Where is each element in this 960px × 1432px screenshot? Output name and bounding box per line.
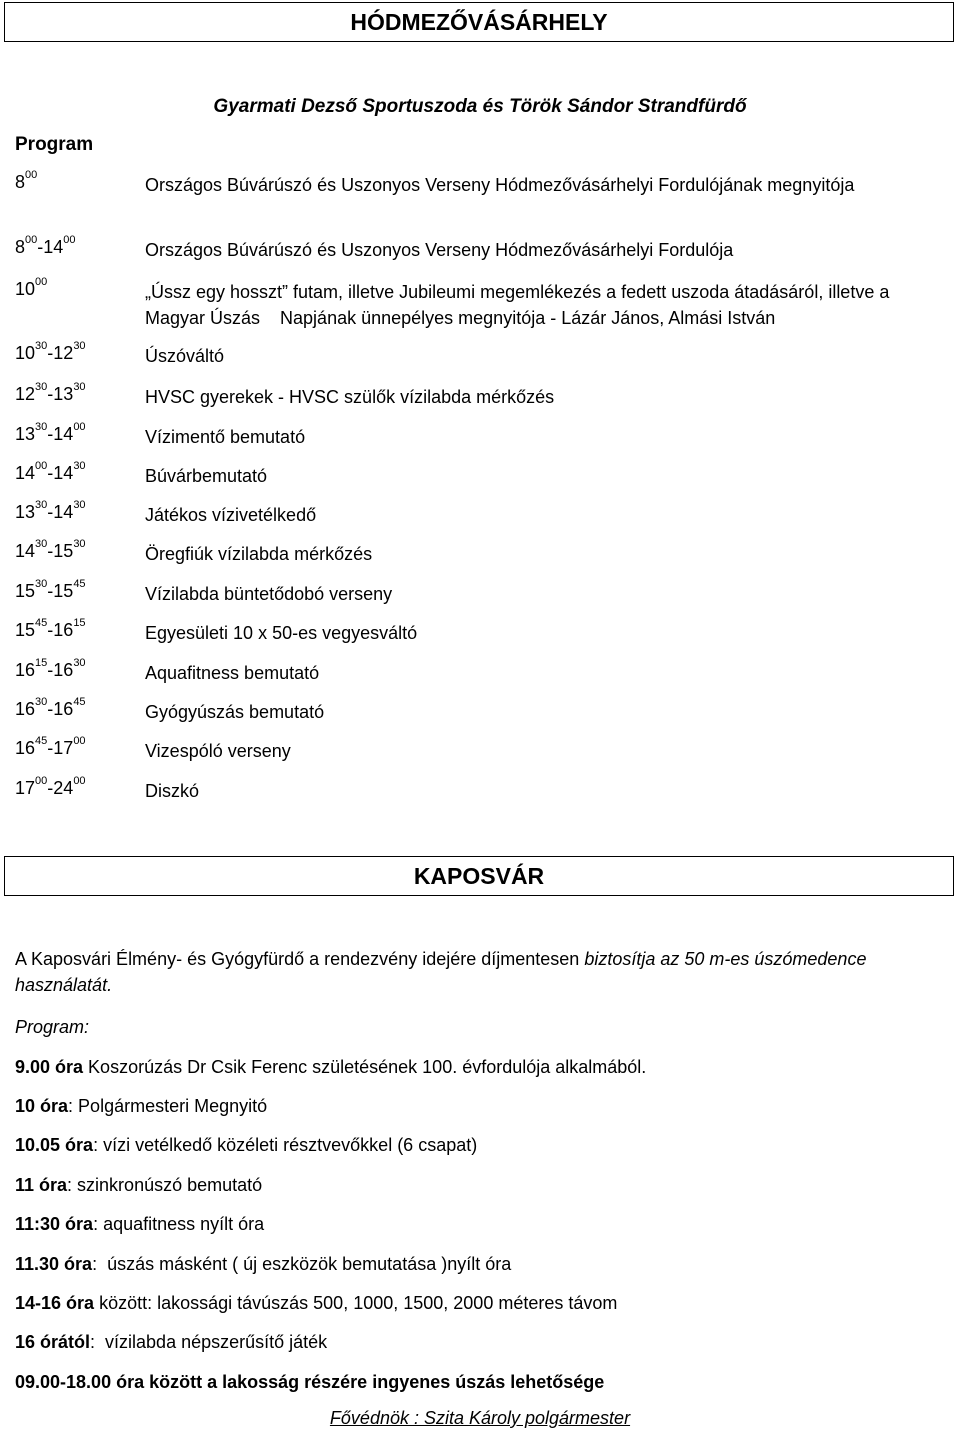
schedule-time: $14^{30}-15^{30}$ bbox=[15, 538, 86, 561]
schedule-time: $8^{00}-14^{00}$ bbox=[15, 234, 76, 257]
schedule-time: $16^{15}-16^{30}$ bbox=[15, 657, 86, 680]
schedule-row bbox=[0, 276, 960, 328]
intro-text: A Kaposvári Élmény- és Gyógyfürdő a rendezvény idejére díjmentesen bbox=[15, 949, 585, 969]
program-item bbox=[15, 1369, 945, 1395]
schedule-event: Öregfiúk vízilabda mérkőzés bbox=[145, 544, 373, 564]
schedule-time: $14^{00}-14^{30}$ bbox=[15, 460, 86, 483]
program-item-time: 10.05 óra bbox=[15, 1135, 94, 1155]
schedule-event: Búvárbemutató bbox=[145, 466, 268, 486]
schedule-event: Játékos vízivetélkedő bbox=[145, 505, 317, 525]
program-item-time: 10 óra bbox=[15, 1096, 69, 1116]
schedule-row bbox=[0, 234, 960, 263]
program-item-time: 11.30 óra bbox=[15, 1254, 93, 1274]
schedule-time: $15^{30}-15^{45}$ bbox=[15, 578, 86, 601]
schedule-row bbox=[0, 617, 960, 646]
program-item-text: : úszás másként ( új eszközök bemutatása )nyílt óra bbox=[92, 1254, 512, 1274]
kaposvar-intro bbox=[15, 946, 945, 998]
program-item-time: 14-16 óra bbox=[15, 1293, 95, 1313]
program-item-text: : aquafitness nyílt óra bbox=[93, 1214, 265, 1234]
program-item-time: 11 óra bbox=[15, 1175, 68, 1195]
schedule-event: HVSC gyerekek - HVSC szülők vízilabda mérkőzés bbox=[145, 387, 555, 407]
program-item bbox=[15, 1329, 945, 1355]
schedule-row bbox=[0, 381, 960, 410]
schedule-event: Aquafitness bemutató bbox=[145, 663, 320, 683]
kaposvar-program-label: Program: bbox=[15, 1017, 90, 1037]
schedule-row bbox=[0, 578, 960, 607]
program-item-time: 16 órától bbox=[15, 1332, 91, 1352]
schedule-event: Vízimentő bemutató bbox=[145, 427, 306, 447]
schedule-event: Diszkó bbox=[145, 781, 200, 801]
section-title-hodmezovasarhely: HÓDMEZŐVÁSÁRHELY bbox=[4, 2, 954, 42]
schedule-time: $16^{30}-16^{45}$ bbox=[15, 696, 86, 719]
schedule-event: Úszóváltó bbox=[145, 346, 225, 366]
schedule-time: $10^{00}$ bbox=[15, 276, 48, 299]
program-item-text: : vízi vetélkedő közéleti résztvevőkkel (6 csapat) bbox=[93, 1135, 478, 1155]
schedule-time: $13^{30}-14^{00}$ bbox=[15, 421, 86, 444]
schedule-event: Vízilabda büntetődobó verseny bbox=[145, 584, 393, 604]
schedule-row bbox=[0, 775, 960, 804]
program-item-time: 9.00 óra bbox=[15, 1057, 84, 1077]
schedule-row bbox=[0, 735, 960, 764]
program-label: Program bbox=[15, 134, 94, 155]
venue-name: Gyarmati Dezső Sportuszoda és Török Sándor Strandfürdő bbox=[213, 96, 747, 117]
program-item bbox=[15, 1172, 945, 1198]
schedule-time: $17^{00}-24^{00}$ bbox=[15, 775, 86, 798]
schedule-row bbox=[0, 169, 960, 198]
schedule-time: $16^{45}-17^{00}$ bbox=[15, 735, 86, 758]
program-item-text: : Polgármesteri Megnyitó bbox=[68, 1096, 268, 1116]
schedule-time: $13^{30}-14^{30}$ bbox=[15, 499, 86, 522]
program-item-text: : szinkronúszó bemutató bbox=[67, 1175, 263, 1195]
schedule-event: Egyesületi 10 x 50-es vegyesváltó bbox=[145, 623, 418, 643]
schedule-row bbox=[0, 499, 960, 528]
schedule-row bbox=[0, 696, 960, 725]
program-item-time: 09.00-18.00 óra között a lakosság részére ingyenes úszás lehetősége bbox=[15, 1372, 605, 1392]
program-item-text: között: lakossági távúszás 500, 1000, 1500, 2000 méteres távom bbox=[94, 1293, 618, 1313]
patron-line: Fővédnök : Szita Károly polgármester bbox=[329, 1408, 631, 1428]
schedule-row bbox=[0, 538, 960, 567]
schedule-time: $10^{30}-12^{30}$ bbox=[15, 340, 86, 363]
schedule-time: $15^{45}-16^{15}$ bbox=[15, 617, 86, 640]
intro-italic-text: biztosítja az 50 m-es úszómedence használatát. bbox=[15, 949, 867, 995]
schedule-row bbox=[0, 340, 960, 369]
schedule-event: Országos Búvárúszó és Uszonyos Verseny Hódmezővásárhelyi Fordulója bbox=[145, 240, 734, 260]
schedule-time: $8^{00}$ bbox=[15, 169, 38, 192]
program-item bbox=[15, 1290, 945, 1316]
schedule-row bbox=[0, 421, 960, 450]
program-item bbox=[15, 1132, 945, 1158]
schedule-event: „Ússz egy hosszt” futam, illetve Jubileumi megemlékezés a fedett uszoda átadásáról, illetve a Magyar Úszás Napjának ünnepélyes megnyitója - Lázár János, Almási István bbox=[145, 282, 895, 328]
schedule-row bbox=[0, 460, 960, 489]
schedule-time: $12^{30}-13^{30}$ bbox=[15, 381, 86, 404]
program-item bbox=[15, 1054, 945, 1080]
program-item-text: : vízilabda népszerűsítő játék bbox=[90, 1332, 328, 1352]
program-item-time: 11:30 óra bbox=[15, 1214, 94, 1234]
program-item-text: Koszorúzás Dr Csik Ferenc születésének 100. évfordulója alkalmából. bbox=[83, 1057, 647, 1077]
program-item bbox=[15, 1093, 945, 1119]
program-item bbox=[15, 1211, 945, 1237]
section-title-kaposvar: KAPOSVÁR bbox=[4, 856, 954, 896]
schedule-event: Vizespóló verseny bbox=[145, 741, 291, 761]
program-item bbox=[15, 1251, 945, 1277]
schedule-event: Országos Búvárúszó és Uszonyos Verseny Hódmezővásárhelyi Fordulójának megnyitója bbox=[145, 175, 855, 195]
schedule-row bbox=[0, 657, 960, 686]
schedule-event: Gyógyúszás bemutató bbox=[145, 702, 325, 722]
